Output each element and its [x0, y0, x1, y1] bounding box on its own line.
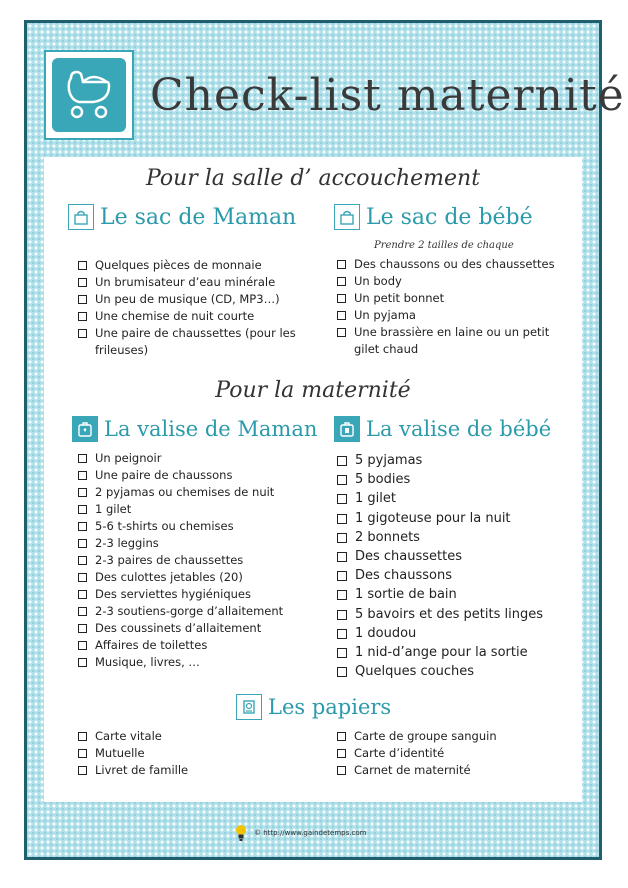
list-item[interactable]: [337, 451, 567, 470]
checkbox[interactable]: [78, 573, 87, 582]
checkbox[interactable]: [78, 749, 87, 758]
checkbox[interactable]: [337, 749, 346, 758]
heading-sac-bebe: [334, 204, 533, 230]
item-label: 2-3 leggins: [95, 536, 159, 550]
section-title-maternite: Pour la maternité: [215, 378, 411, 403]
checkbox[interactable]: [337, 311, 346, 320]
checkbox[interactable]: [337, 533, 347, 543]
list-valise-maman: [78, 450, 318, 671]
checkbox[interactable]: [337, 571, 347, 581]
list-item[interactable]: [78, 535, 318, 552]
logo-box: [44, 50, 134, 140]
checkbox[interactable]: [78, 539, 87, 548]
list-item[interactable]: [78, 274, 308, 291]
item-label: Carte de groupe sanguin: [354, 729, 497, 743]
lightbulb-icon: [234, 824, 248, 842]
checkbox[interactable]: [78, 488, 87, 497]
bag-icon: [68, 204, 94, 230]
checkbox[interactable]: [337, 294, 346, 303]
item-label: Carte d’identité: [354, 746, 445, 760]
checkbox[interactable]: [337, 514, 347, 524]
list-item[interactable]: [337, 509, 567, 528]
list-item[interactable]: [337, 290, 562, 307]
item-label: Une brassière en laine ou un petit gilet chaud: [354, 325, 550, 356]
checkbox[interactable]: [337, 328, 346, 337]
list-item[interactable]: [337, 273, 562, 290]
checkbox[interactable]: [78, 732, 87, 741]
list-item[interactable]: [78, 257, 308, 274]
checkbox[interactable]: [78, 556, 87, 565]
size-note: Prendre 2 tailles de chaque: [374, 240, 514, 251]
checkbox[interactable]: [337, 590, 347, 600]
list-item[interactable]: [78, 654, 318, 671]
list-item[interactable]: [337, 728, 562, 745]
item-label: Des coussinets d’allaitement: [95, 621, 262, 635]
list-item[interactable]: [337, 307, 562, 324]
suitcase-icon: [334, 416, 360, 442]
list-item[interactable]: [337, 470, 567, 489]
item-label: Un brumisateur d’eau minérale: [95, 275, 276, 289]
item-label: Quelques pièces de monnaie: [95, 258, 262, 272]
checkbox[interactable]: [78, 454, 87, 463]
list-item[interactable]: [78, 467, 318, 484]
list-item[interactable]: [78, 603, 318, 620]
footer: [234, 824, 366, 842]
item-label: 5 bavoirs et des petits linges: [355, 606, 543, 622]
list-item[interactable]: [337, 745, 562, 762]
checkbox[interactable]: [78, 641, 87, 650]
list-item[interactable]: [337, 624, 567, 643]
list-item[interactable]: [337, 605, 567, 624]
list-item[interactable]: [78, 501, 318, 518]
list-item[interactable]: [78, 728, 298, 745]
checkbox[interactable]: [337, 277, 346, 286]
checkbox[interactable]: [337, 456, 347, 466]
list-item[interactable]: [78, 745, 298, 762]
heading-valise-maman: [72, 416, 317, 442]
heading-label: Les papiers: [268, 695, 392, 719]
passport-icon: [236, 694, 262, 720]
item-label: Un pyjama: [354, 308, 416, 322]
item-label: Mutuelle: [95, 746, 145, 760]
item-label: 1 sortie de bain: [355, 587, 457, 603]
checkbox[interactable]: [78, 278, 87, 287]
list-papiers-right: [337, 728, 562, 779]
list-item[interactable]: [337, 585, 567, 604]
list-item[interactable]: [78, 552, 318, 569]
list-item[interactable]: [337, 566, 567, 585]
list-item[interactable]: [78, 637, 318, 654]
list-item[interactable]: [337, 547, 567, 566]
list-item[interactable]: [78, 450, 318, 467]
item-label: Une chemise de nuit courte: [95, 309, 255, 323]
list-papiers-left: [78, 728, 298, 779]
checkbox[interactable]: [78, 522, 87, 531]
item-label: Des culottes jetables (20): [95, 570, 243, 584]
checkbox[interactable]: [78, 295, 87, 304]
heading-label: Le sac de bébé: [366, 204, 533, 230]
baby-carriage-icon: [52, 58, 126, 132]
checkbox[interactable]: [78, 261, 87, 270]
item-label: Musique, livres, …: [95, 655, 200, 669]
checkbox[interactable]: [337, 494, 347, 504]
item-label: Livret de famille: [95, 763, 189, 777]
checkbox[interactable]: [78, 471, 87, 480]
item-label: 1 gilet: [95, 502, 132, 516]
checkbox[interactable]: [337, 732, 346, 741]
list-item[interactable]: [78, 325, 308, 359]
item-label: 2-3 paires de chaussettes: [95, 553, 244, 567]
item-label: 1 gigoteuse pour la nuit: [355, 510, 511, 526]
heading-label: La valise de bébé: [366, 417, 552, 441]
section-title-accouchement: Pour la salle d’ accouchement: [145, 166, 481, 191]
item-label: 2 pyjamas ou chemises de nuit: [95, 485, 275, 499]
list-item[interactable]: [78, 569, 318, 586]
checkbox[interactable]: [337, 648, 347, 658]
item-label: 2-3 soutiens-gorge d’allaitement: [95, 604, 284, 618]
item-label: Carnet de maternité: [354, 763, 471, 777]
item-label: Des chaussons ou des chaussettes: [354, 257, 555, 271]
list-item[interactable]: [78, 762, 298, 779]
list-item[interactable]: [78, 586, 318, 603]
item-label: 5 bodies: [355, 472, 411, 488]
checkbox[interactable]: [337, 260, 346, 269]
list-item[interactable]: [78, 620, 318, 637]
list-item[interactable]: [337, 528, 567, 547]
item-label: 1 nid-d’ange pour la sortie: [355, 645, 528, 661]
item-label: Des chaussons: [355, 568, 453, 584]
list-item[interactable]: [78, 308, 308, 325]
heading-label: La valise de Maman: [104, 417, 318, 441]
item-label: Un petit bonnet: [354, 291, 445, 305]
item-label: Une paire de chaussettes (pour les frileuses): [95, 326, 296, 357]
item-label: Quelques couches: [355, 664, 474, 680]
list-item[interactable]: [337, 643, 567, 662]
checkbox[interactable]: [337, 629, 347, 639]
item-label: 5-6 t-shirts ou chemises: [95, 519, 234, 533]
checkbox[interactable]: [78, 329, 87, 338]
list-item[interactable]: [337, 662, 567, 681]
item-label: 2 bonnets: [355, 529, 420, 545]
suitcase-icon: [72, 416, 98, 442]
heading-papiers: [236, 694, 391, 720]
checkbox[interactable]: [337, 766, 346, 775]
checkbox[interactable]: [78, 505, 87, 514]
item-label: Carte vitale: [95, 729, 162, 743]
footer-link[interactable]: © http://www.gaindetemps.com: [254, 829, 367, 837]
bag-icon: [334, 204, 360, 230]
item-label: Des chaussettes: [355, 549, 463, 565]
heading-label: Le sac de Maman: [100, 204, 297, 230]
item-label: Affaires de toilettes: [95, 638, 208, 652]
list-item[interactable]: [337, 762, 562, 779]
page-title: Check-list maternité: [150, 70, 625, 121]
list-item[interactable]: [78, 291, 308, 308]
item-label: Un peignoir: [95, 451, 162, 465]
list-sac-maman: [78, 257, 308, 359]
item-label: 5 pyjamas: [355, 453, 423, 468]
checkbox[interactable]: [78, 607, 87, 616]
item-label: Un body: [354, 274, 402, 288]
list-sac-bebe: [337, 256, 562, 358]
item-label: Des serviettes hygiéniques: [95, 587, 251, 601]
checkbox[interactable]: [78, 624, 87, 633]
list-item[interactable]: [78, 484, 318, 501]
item-label: Une paire de chaussons: [95, 468, 233, 482]
list-valise-bebe: [337, 451, 567, 681]
item-label: 1 gilet: [355, 491, 396, 507]
checkbox[interactable]: [78, 766, 87, 775]
checkbox[interactable]: [78, 312, 87, 321]
item-label: Un peu de musique (CD, MP3…): [95, 292, 280, 306]
checkbox[interactable]: [78, 590, 87, 599]
item-label: 1 doudou: [355, 625, 417, 641]
checkbox[interactable]: [337, 475, 347, 485]
heading-valise-bebe: [334, 416, 551, 442]
checkbox[interactable]: [78, 658, 87, 667]
list-item[interactable]: [337, 256, 562, 273]
checkbox[interactable]: [337, 552, 347, 562]
heading-sac-maman: [68, 204, 296, 230]
list-item[interactable]: [337, 489, 567, 508]
checkbox[interactable]: [337, 667, 347, 677]
checkbox[interactable]: [337, 610, 347, 620]
list-item[interactable]: [78, 518, 318, 535]
list-item[interactable]: [337, 324, 562, 358]
